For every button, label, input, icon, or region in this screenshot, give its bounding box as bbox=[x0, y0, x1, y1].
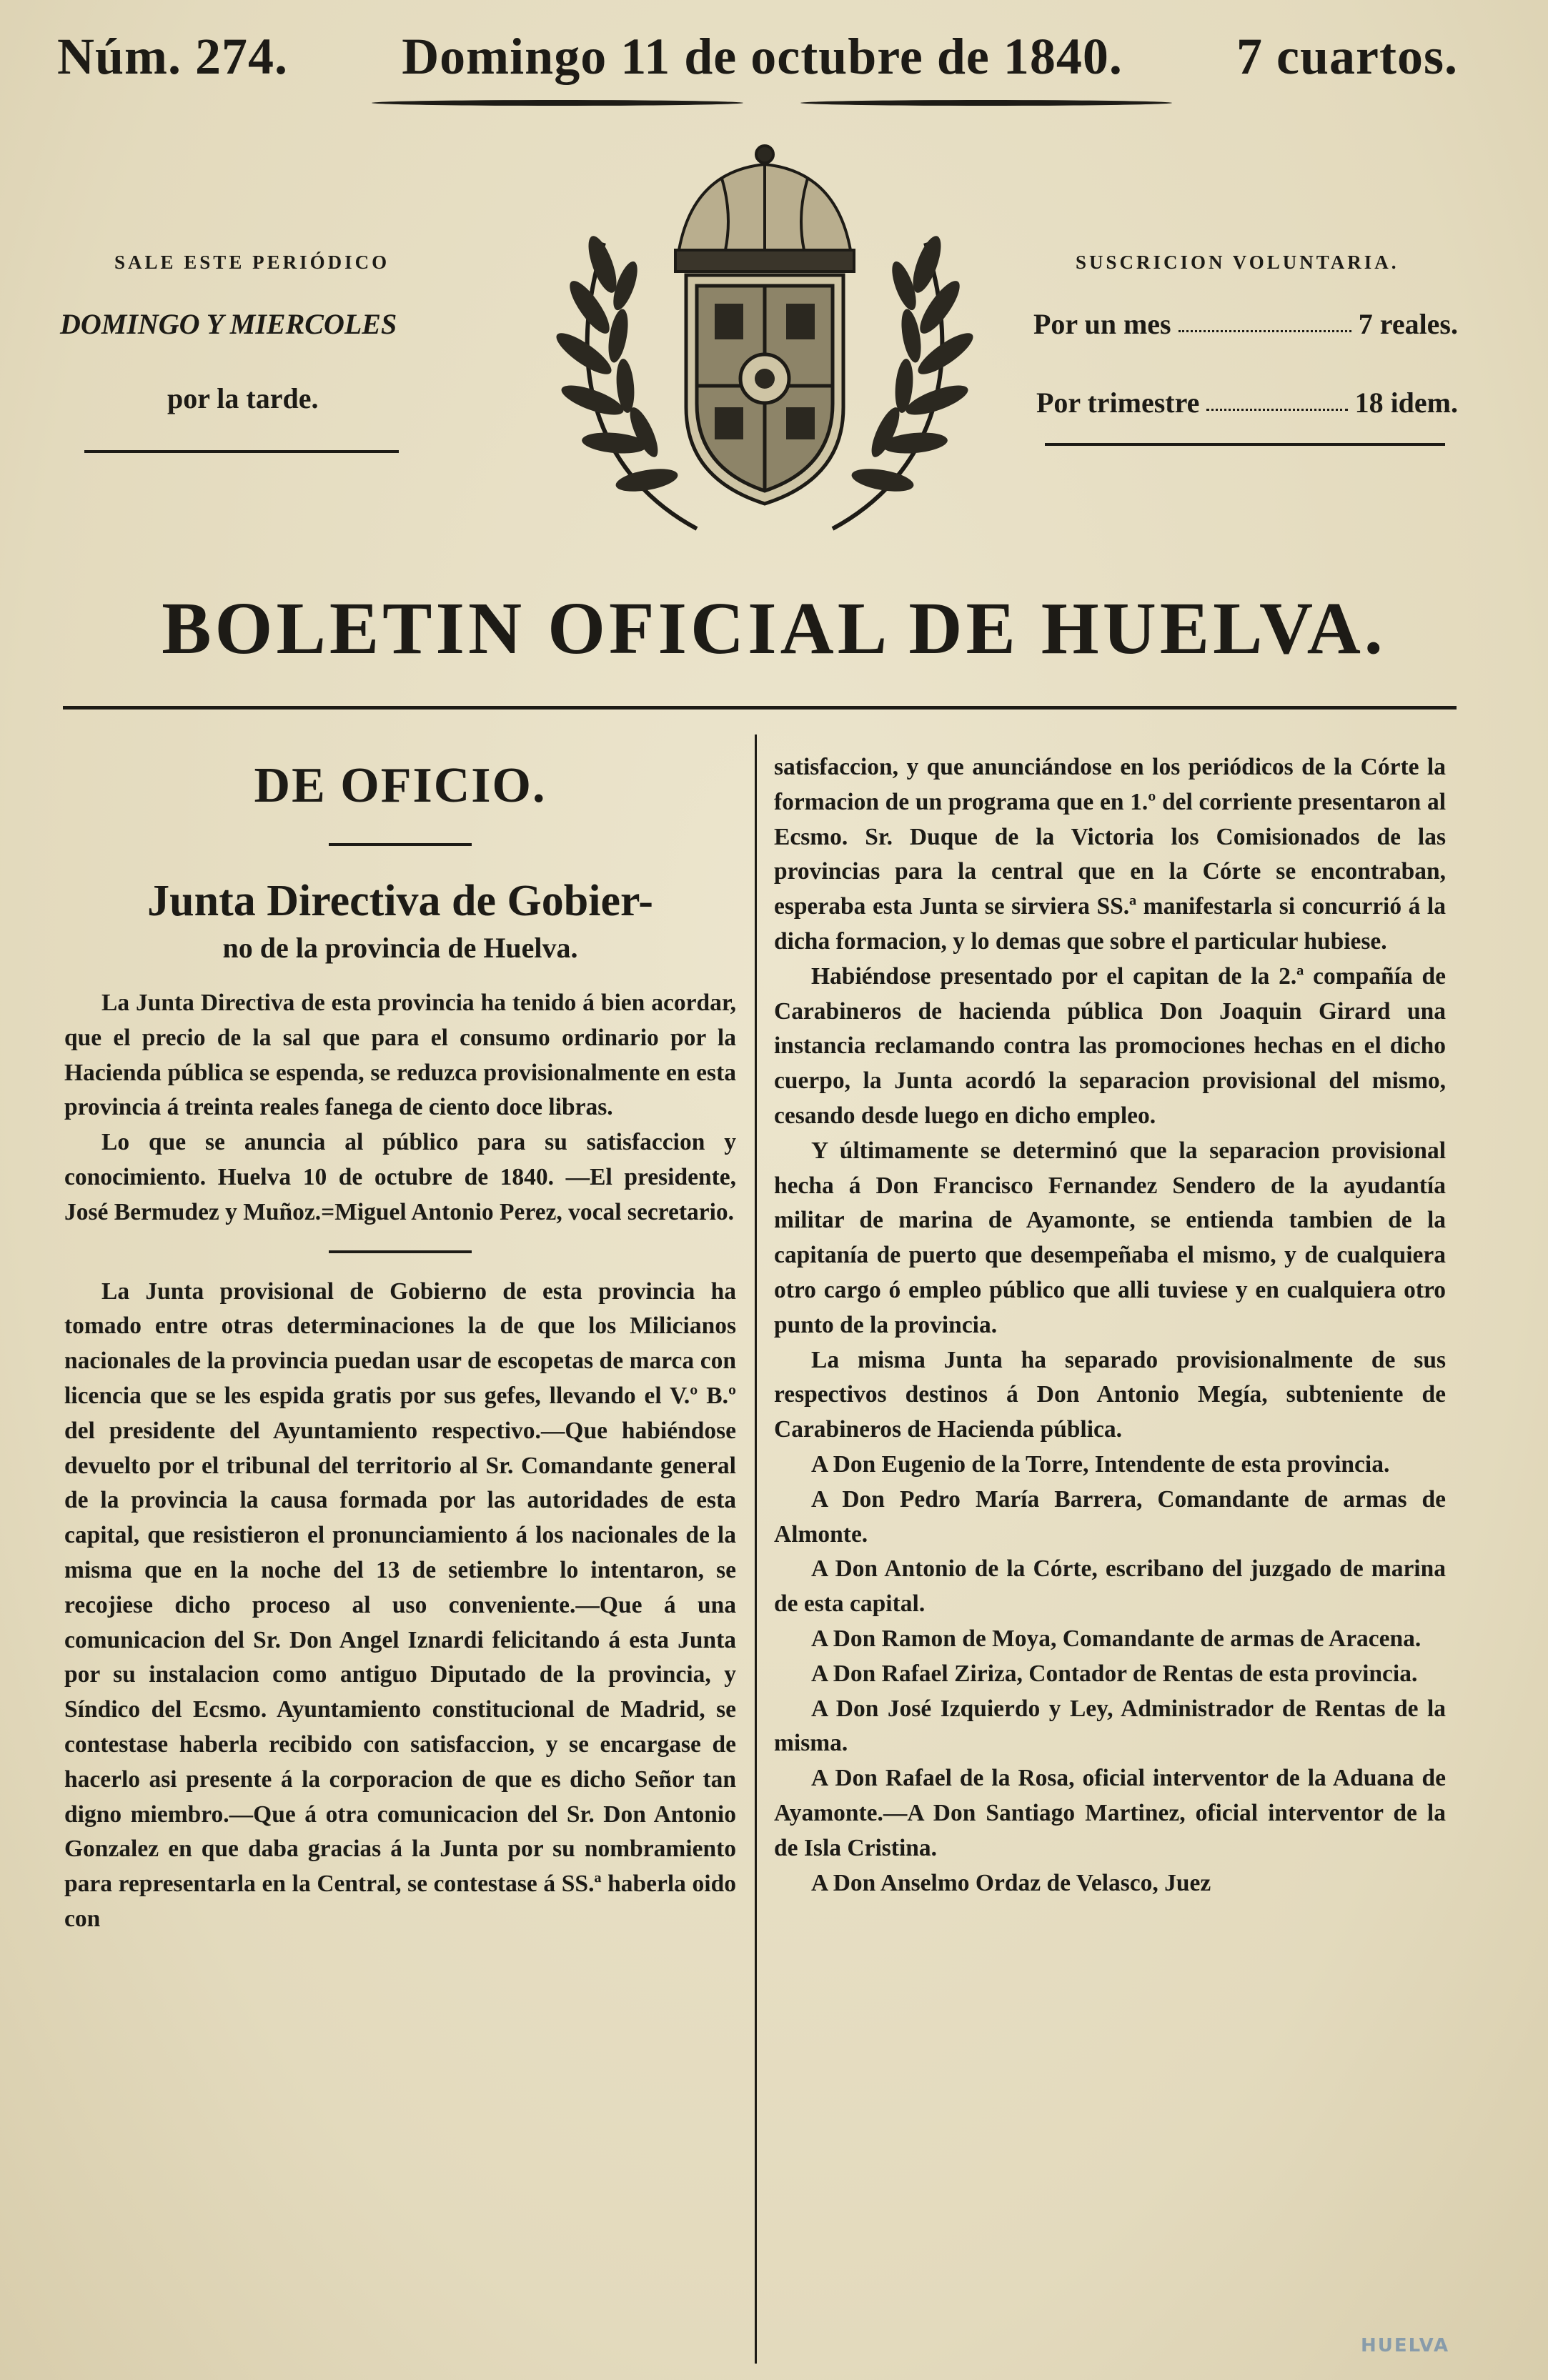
left-column bbox=[64, 743, 736, 1937]
masthead-line bbox=[57, 27, 1458, 86]
left-paragraph: Lo que se anuncia al público para su satisfaccion y conocimiento. Huelva 10 de octubre de 1840. —El presidente, José Bermudez y Muñoz.=Miguel Antonio Perez, vocal secretario. bbox=[64, 1129, 736, 1225]
price-row-month bbox=[1033, 307, 1458, 341]
right-box-line1: SUSCRICION VOLUNTARIA. bbox=[1076, 252, 1399, 273]
right-paragraph: A Don Rafael de la Rosa, oficial interventor de la Aduana de Ayamonte.—A Don Santiago Martinez, oficial interventor de la de Isla Cristina. bbox=[774, 1765, 1446, 1861]
right-paragraph: A Don Rafael Ziriza, Contador de Rentas de esta provincia. bbox=[811, 1660, 1418, 1687]
newspaper-title: BOLETIN OFICIAL DE HUELVA. bbox=[162, 587, 1386, 669]
price-month-value: 7 reales. bbox=[1358, 308, 1458, 340]
right-paragraph: A Don Ramon de Moya, Comandante de armas de Aracena. bbox=[811, 1625, 1422, 1652]
masthead-swash-right bbox=[800, 100, 1172, 106]
left-box-line3: por la tarde. bbox=[167, 382, 319, 414]
price-quarter-dots bbox=[1206, 386, 1347, 411]
price-row-quarter bbox=[1036, 386, 1458, 419]
right-paragraph: A Don José Izquierdo y Ley, Administrador de Rentas de la misma. bbox=[774, 1695, 1446, 1757]
left-box-line1: SALE ESTE PERIÓDICO bbox=[114, 252, 390, 273]
right-paragraph: A Don Pedro María Barrera, Comandante de armas de Almonte. bbox=[774, 1485, 1446, 1548]
masthead-swash-left bbox=[372, 100, 743, 106]
section-title: DE OFICIO. bbox=[254, 758, 547, 813]
right-paragraph: La misma Junta ha separado provisionalmente de sus respectivos destinos á Don Antonio Megía, subteniente de Carabineros de Hacienda pública. bbox=[774, 1346, 1446, 1443]
right-paragraph: A Don Antonio de la Córte, escribano del juzgado de marina de esta capital. bbox=[774, 1555, 1446, 1618]
title-rule bbox=[63, 706, 1457, 709]
left-paragraph: La Junta Directiva de esta provincia ha tenido á bien acordar, que el precio de la sal que para el consumo ordinario por la Hacienda pública se espenda, se reduzca provisionalmente en esta provincia á treinta reales fanega de ciento doce libras. bbox=[64, 990, 736, 1121]
article-divider bbox=[329, 1250, 472, 1253]
right-paragraph: A Don Eugenio de la Torre, Intendente de esta provincia. bbox=[811, 1450, 1390, 1478]
price-month-label: Por un mes bbox=[1033, 308, 1171, 340]
right-column bbox=[774, 750, 1446, 1901]
right-paragraph: Habiéndose presentado por el capitan de la 2.ª compañía de Carabineros de hacienda pública Don Joaquin Girard una instancia reclamando contra las promociones hechas en el dicho cuerpo, la Junta acordó la separacion provisional del mismo, cesando desde luego en dicho empleo. bbox=[774, 962, 1446, 1129]
price-quarter-label: Por trimestre bbox=[1036, 387, 1200, 419]
price-month-dots bbox=[1179, 307, 1351, 332]
issue-number: Núm. 274. bbox=[57, 28, 289, 85]
left-box-line2: DOMINGO Y MIERCOLES bbox=[60, 308, 397, 340]
left-paragraph: La Junta provisional de Gobierno de esta provincia ha tomado entre otras determinaciones la de que los Milicianos nacionales de la provincia puedan usar de escopetas de marca con licencia que se les espida gratis por sus gefes, llevando el V.º B.º del presidente del Ayuntamiento respectivo.—Que habiéndose devuelto por el tribunal del territorio al Sr. Comandante general de la provincia la causa formada por las autoridades de esta capital, que resistieron el pronunciamiento á los nacionales de la misma que en la noche del 13 de setiembre lo intentaron, se recojiese dicho proceso al uso conveniente.—Que á una comunicacion del Sr. Don Angel Iznardi felicitando á esta Junta por su instalacion como antiguo Diputado de la provincia, y Síndico del Ecsmo. Ayuntamiento constitucional de Madrid, se contestase haberla recibido con satisfaccion, y se encargase de hacerlo asi presente á la corporacion de que es dicho Señor tan digno miembro.—Que á otra comunicacion del Sr. Don Antonio Gonzalez en que daba gracias á la Junta por su nombramiento para representarla en la Central, se contestase á SS.ª haberla oido con bbox=[64, 1278, 736, 1932]
junta-title-line2: no de la provincia de Huelva. bbox=[222, 932, 578, 964]
left-box-rule bbox=[84, 450, 399, 453]
right-box-rule bbox=[1045, 443, 1445, 446]
archive-stamp: HUELVA bbox=[1361, 2335, 1450, 2356]
price-quarter-value: 18 idem. bbox=[1354, 387, 1458, 419]
junta-title-line1: Junta Directiva de Gobier- bbox=[147, 877, 653, 925]
issue-date: Domingo 11 de octubre de 1840. bbox=[402, 28, 1123, 85]
right-paragraph: Y últimamente se determinó que la separacion provisional hecha á Don Francisco Fernandez Sendero de la ayudantía militar de marina de Ayamonte, se entienda tambien de la capitanía de puerto que desempeñaba el mismo, y de cualquiera otro cargo ó empleo público que alli tuviese y en cualquiera otro punto de la provincia. bbox=[774, 1137, 1446, 1338]
right-paragraph: satisfaccion, y que anunciándose en los periódicos de la Córte la formacion de un programa que en 1.º del corriente presentaron al Ecsmo. Sr. Duque de la Victoria los Comisionados de las provincias para la central que en la Córte se encontraban, esperaba esta Junta se sirviera SS.ª manifestarla si concurrió á la dicha formacion, y lo demas que sobre el particular hubiese. bbox=[774, 754, 1446, 955]
right-paragraph: A Don Anselmo Ordaz de Velasco, Juez bbox=[811, 1869, 1211, 1896]
column-separator bbox=[755, 735, 757, 2364]
royal-crest-icon bbox=[518, 143, 1011, 543]
issue-price: 7 cuartos. bbox=[1236, 28, 1458, 85]
section-rule bbox=[329, 843, 472, 846]
